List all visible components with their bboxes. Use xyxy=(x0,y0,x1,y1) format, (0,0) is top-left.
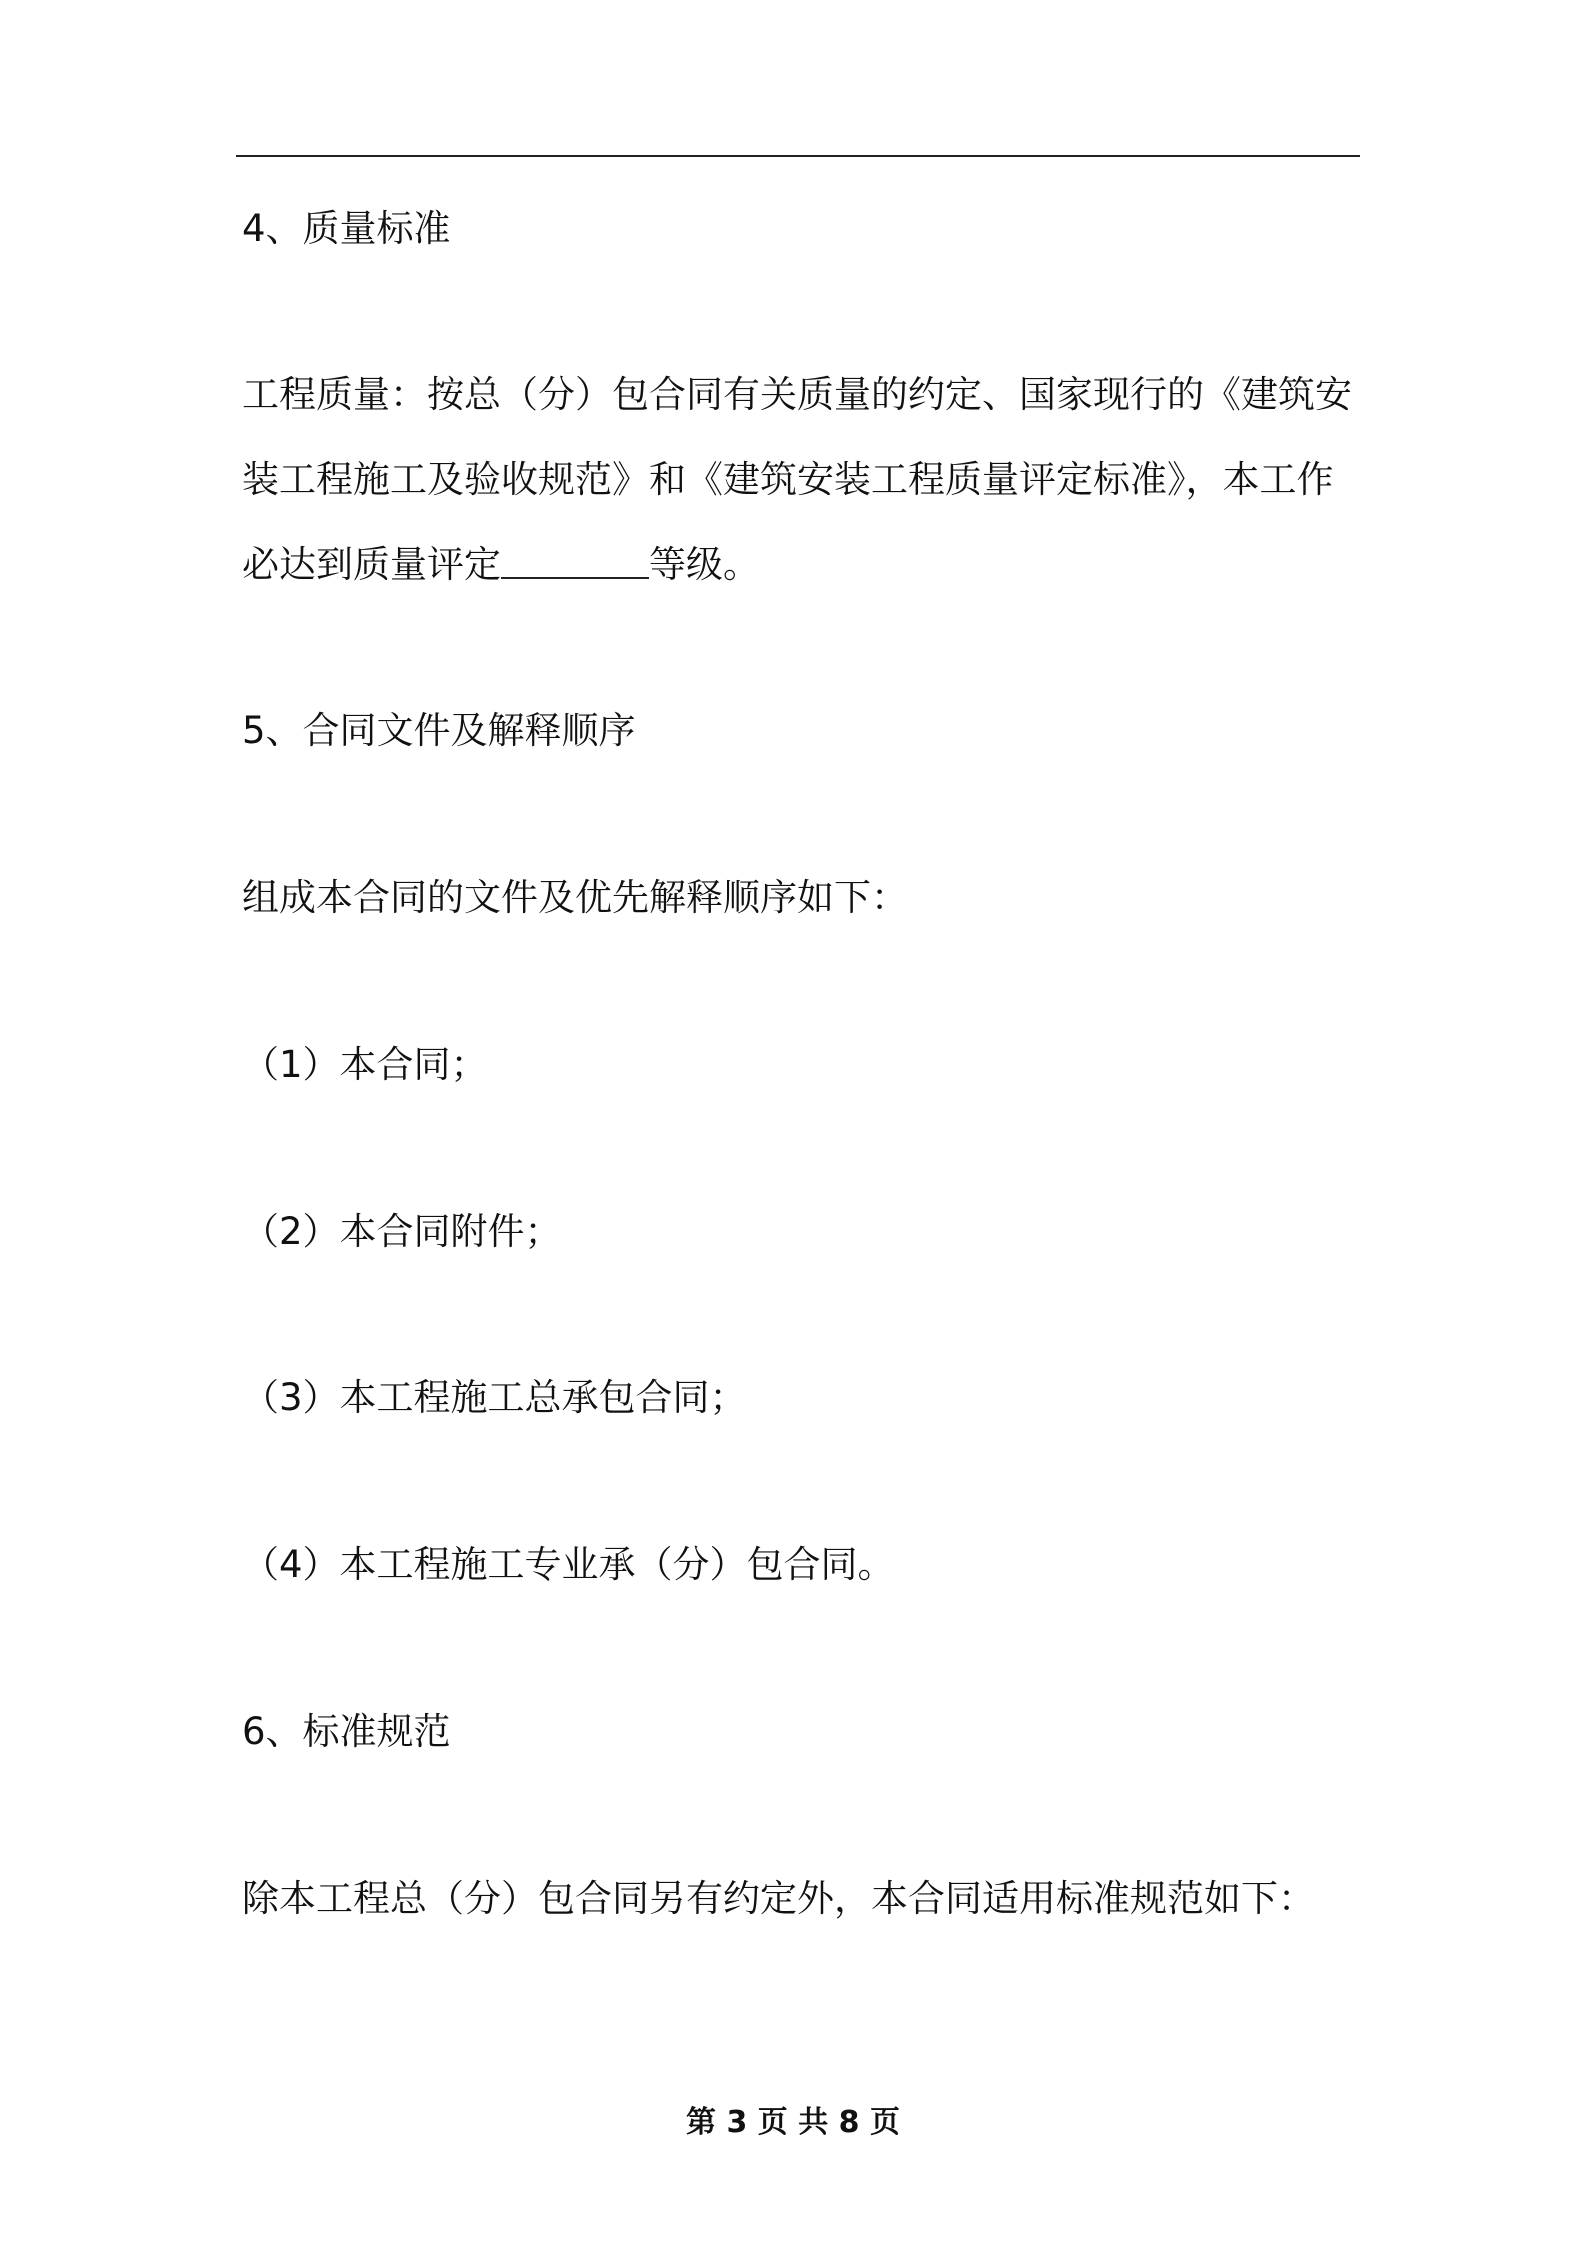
line-3-text-after: 等级。 xyxy=(649,543,760,586)
section-4-body-line-2: 装工程施工及验收规范》和《建筑安装工程质量评定标准》，本工作 xyxy=(242,458,1334,501)
section-5-intro: 组成本合同的文件及优先解释顺序如下： xyxy=(242,876,908,919)
section-4-body-line-3 xyxy=(242,523,760,607)
list-item-2: （2）本合同附件； xyxy=(242,1210,562,1253)
list-item-4: （4）本工程施工专业承（分）包合同。 xyxy=(242,1543,895,1586)
section-6-heading: 6、标准规范 xyxy=(242,1710,451,1753)
page-number: 第 3 页 共 8 页 xyxy=(686,2105,900,2140)
list-item-3: （3）本工程施工总承包合同； xyxy=(242,1376,747,1419)
line-3-text-before: 必达到质量评定 xyxy=(242,543,501,586)
section-4-body-line-1: 工程质量：按总（分）包合同有关质量的约定、国家现行的《建筑安 xyxy=(242,373,1352,416)
section-4-heading: 4、质量标准 xyxy=(242,207,451,250)
section-6-intro: 除本工程总（分）包合同另有约定外，本合同适用标准规范如下： xyxy=(242,1877,1315,1920)
list-item-1: （1）本合同； xyxy=(242,1043,488,1086)
quality-grade-blank xyxy=(501,547,649,579)
section-5-heading: 5、合同文件及解释顺序 xyxy=(242,709,636,752)
header-rule xyxy=(236,155,1360,157)
